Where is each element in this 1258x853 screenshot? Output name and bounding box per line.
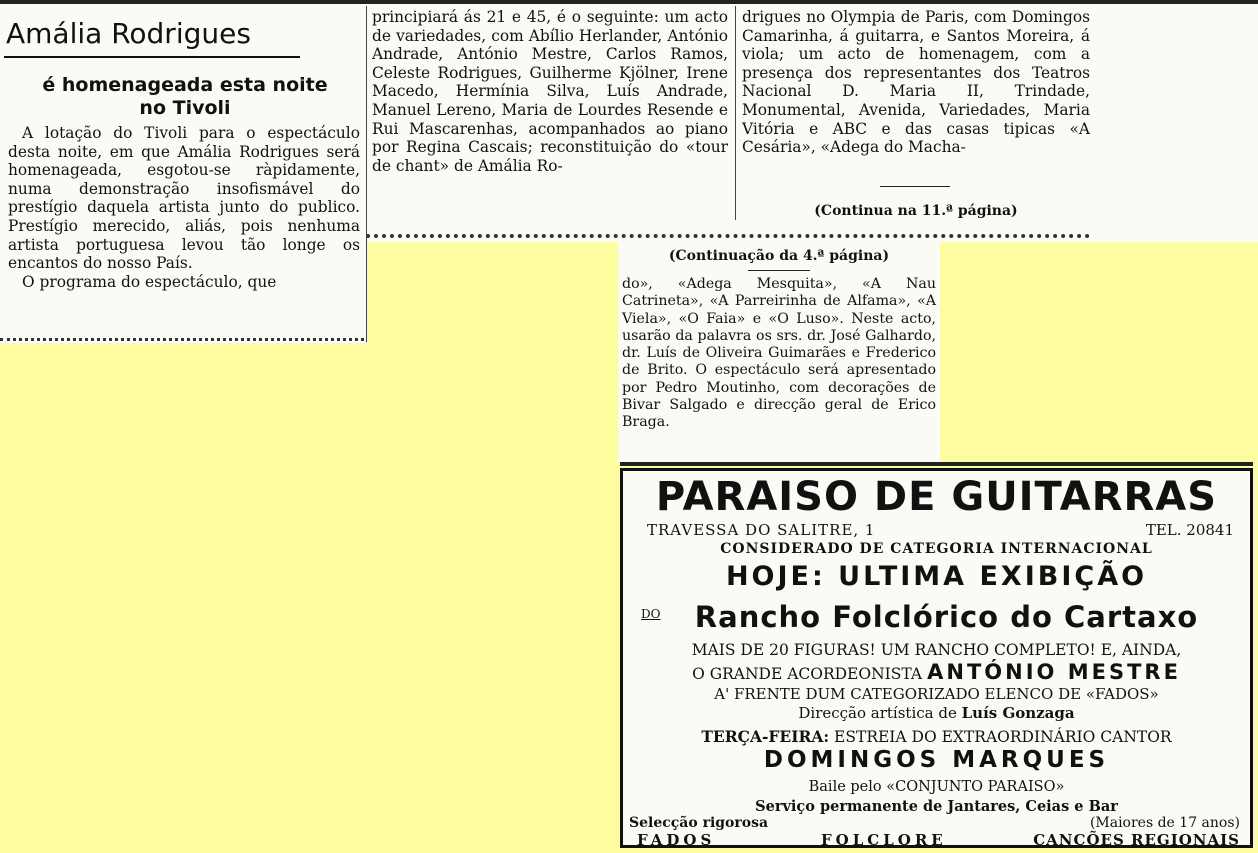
article-column-4 bbox=[622, 276, 936, 432]
paragraph: principiará ás 21 e 45, é o seguinte: um acto de variedades, com Abílio Herlander, António Andrade, António Mestre, Carlos Ramos, Celeste Rodrigues, Guilherme Kjölner, Irene Macedo, Hermínia Silva, Luís Andrade, Manuel Lereno, Maria de Lourdes Resende e Rui Mascarenhas, acompanhados ao piano por Regina Cascais; reconstituição do «tour de chant» de Amália Ro- bbox=[372, 8, 728, 175]
ad-figures: MAIS DE 20 FIGURAS! UM RANCHO COMPLETO! E, AINDA, bbox=[691, 641, 1182, 659]
ad-accordion bbox=[623, 660, 1250, 684]
separator-dotted-rule bbox=[366, 234, 1090, 238]
short-rule bbox=[748, 270, 810, 271]
ad-accordion-prefix: O GRANDE ACORDEONISTA bbox=[692, 665, 923, 683]
ad-tuesday-rest: ESTREIA DO EXTRAORDINÁRIO CANTOR bbox=[834, 728, 1172, 746]
ad-ensemble: A' FRENTE DUM CATEGORIZADO ELENCO DE «FADOS» bbox=[714, 685, 1159, 703]
ad-today: HOJE: ULTIMA EXIBIÇÃO bbox=[725, 561, 1148, 592]
paragraph: A lotação do Tivoli para o espectáculo desta noite, em que Amália Rodrigues será homenageada, esgotou-se ràpidamente, numa demonstração insofismável do prestígio daquela artista junto do publico. Prestígio merecido, aliás, pois nenhuma artista portuguesa levou tão longe os encantos do nosso País. bbox=[8, 124, 360, 273]
ad-category: CONSIDERADO DE CATEGORIA INTERNACIONAL bbox=[720, 541, 1153, 557]
ad-service: Serviço permanente de Jantares, Ceias e Bar bbox=[755, 798, 1118, 815]
ad-singer: DOMINGOS MARQUES bbox=[763, 747, 1110, 773]
advertisement-box bbox=[620, 468, 1253, 848]
ad-direction-name: Luís Gonzaga bbox=[961, 704, 1075, 722]
ad-direction-prefix: Direcção artística de bbox=[798, 704, 957, 722]
ad-ball: Baile pelo «CONJUNTO PARAISO» bbox=[808, 779, 1065, 795]
ad-accordion-name: ANTÓNIO MESTRE bbox=[927, 660, 1181, 684]
bottom-dotted-rule bbox=[0, 338, 364, 341]
paragraph: do», «Adega Mesquita», «A Nau Catrineta», «A Parreirinha de Alfama», «A Viela», «O Faia» e «O Luso». Neste acto, usarão da palavra os srs. dr. José Galhardo, dr. Luís de Oliveira Guimarães e Frederico de Brito. O espectáculo será apresentado por Pedro Moutinho, com decorações de Bivar Salgado e direcção geral de Erico Braga. bbox=[622, 276, 936, 431]
subtitle-line-2: no Tivoli bbox=[139, 97, 231, 119]
ad-tuesday-prefix: TERÇA-FEIRA: bbox=[701, 727, 830, 746]
ad-selection: Selecção rigorosa bbox=[629, 815, 769, 831]
ad-age: (Maiores de 17 anos) bbox=[1089, 815, 1240, 831]
continues-note: (Continua na 11.ª página) bbox=[814, 203, 1018, 219]
ad-direction bbox=[623, 704, 1250, 722]
paragraph: O programa do espectáculo, que bbox=[22, 272, 277, 291]
column-divider bbox=[366, 6, 367, 342]
title-rule bbox=[4, 56, 300, 58]
article-subtitle bbox=[10, 74, 360, 120]
ad-footer-item: CANÇÕES REGIONAIS bbox=[1033, 831, 1240, 849]
ad-footer-item: FOLCLORE bbox=[821, 831, 947, 849]
ad-tuesday bbox=[623, 727, 1250, 746]
ad-phone: TEL. 20841 bbox=[1145, 521, 1234, 539]
ad-rancho: Rancho Folclórico do Cartaxo bbox=[694, 600, 1199, 634]
column-divider bbox=[735, 6, 736, 220]
ad-name: PARAISO DE GUITARRAS bbox=[655, 474, 1218, 520]
ad-address: TRAVESSA DO SALITRE, 1 bbox=[647, 521, 876, 539]
short-rule bbox=[880, 186, 950, 187]
article-column-3 bbox=[742, 8, 1090, 157]
ad-top-rule bbox=[620, 462, 1253, 466]
article-column-2 bbox=[372, 8, 728, 175]
continued-from-note: (Continuação da 4.ª página) bbox=[668, 248, 890, 264]
ad-do-prefix: DO bbox=[641, 607, 661, 621]
article-column-1 bbox=[8, 124, 360, 291]
article-title: Amália Rodrigues bbox=[6, 17, 251, 50]
subtitle-line-1: é homenageada esta noite bbox=[42, 74, 328, 96]
ad-footer-item: FADOS bbox=[637, 831, 716, 849]
paragraph: drigues no Olympia de Paris, com Domingos Camarinha, á guitarra, e Santos Moreira, á viola; um acto de homenagem, com a presença dos representantes dos Teatros Nacional D. Maria II, Trindade, Monumental, Avenida, Variedades, Maria Vitória e ABC e das casas tipicas «A Cesária», «Adega do Macha- bbox=[742, 8, 1090, 157]
